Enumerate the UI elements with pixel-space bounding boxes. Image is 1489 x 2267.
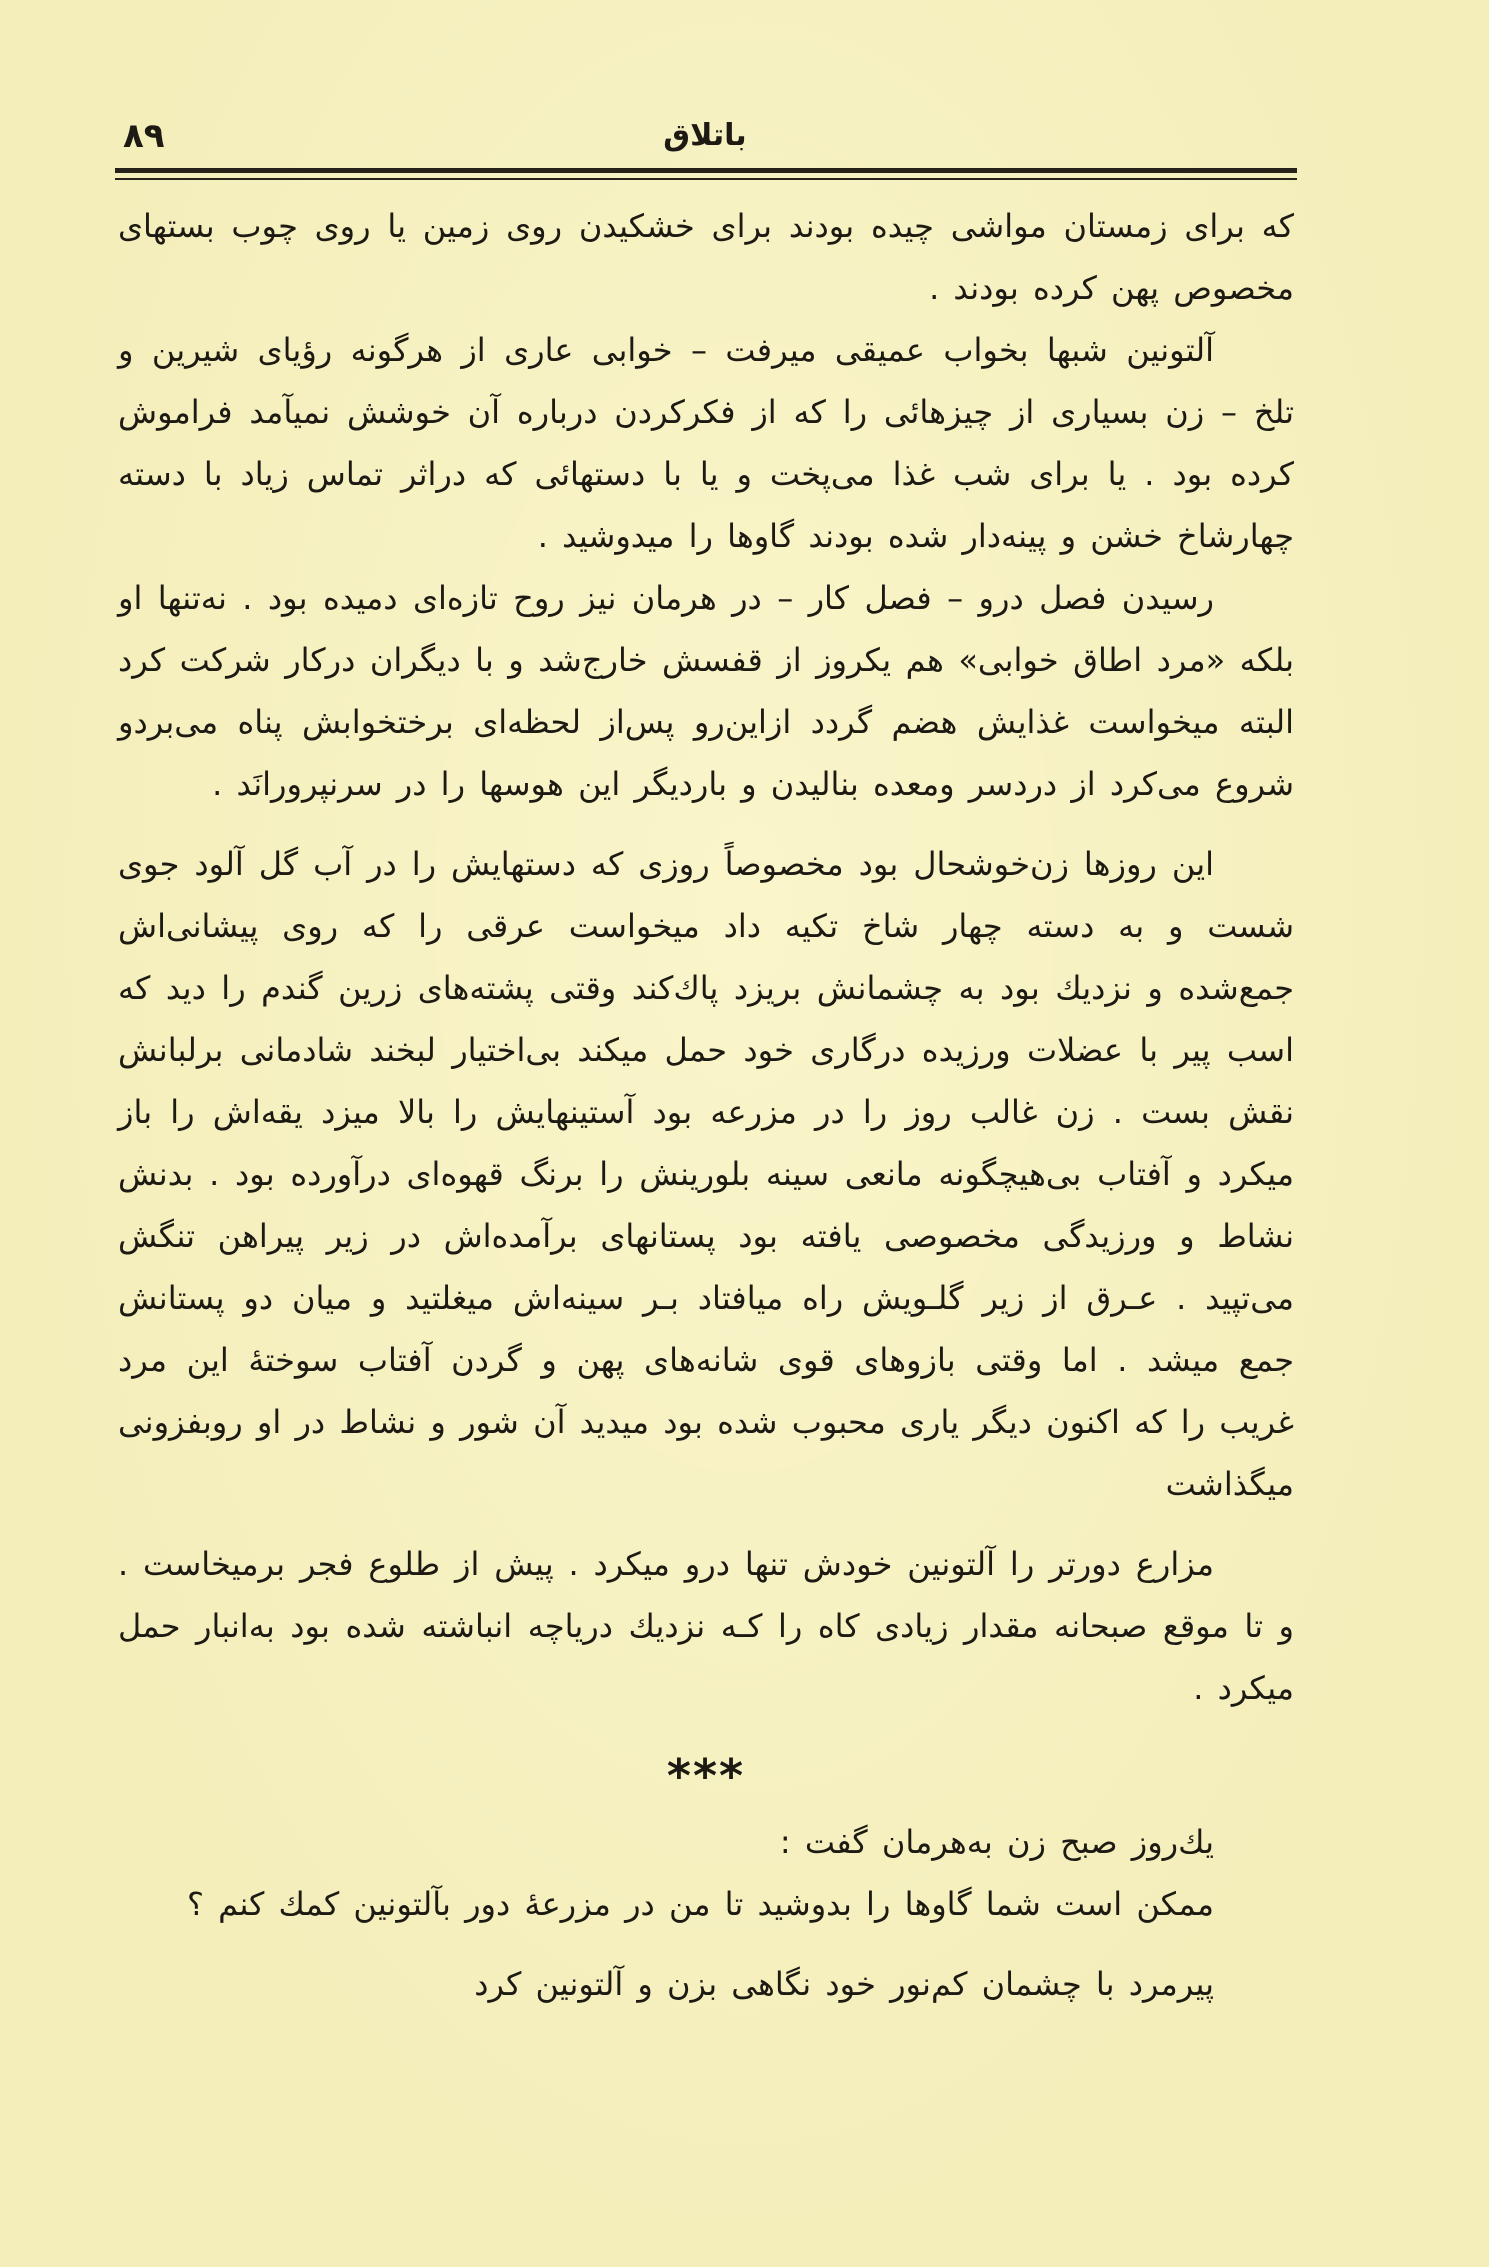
dialog-line-2: ممکن است شما گاوها را بدوشید تا من در مزرعهٔ دور بآلتونین کمك کنم ؟ [187,1885,1214,1923]
dialog-line-1: یك‌روز صبح زن به‌هرمان گفت : [779,1823,1214,1861]
paragraph-2: آلتونین شبها بخواب عمیقی میرفت – خوابی عاری از هرگونه رؤیای شیرین و تلخ – زن بسیاری از چیزهائی را که از فکرکردن درباره آن خوشش نمیآمد فراموش کرده بود . یا برای شب غذا می‌پخت و یا با دستهائی که دراثر تماس زیاد با دسته چهارشاخ خشن و پینه‌دار شده بودند گاوها را میدوشید . [118,331,1294,555]
section-separator: *** [666,1749,746,1803]
paragraph-1: که برای زمستان مواشی چیده بودند برای خشکیدن روی زمین یا روی چوب بستهای مخصوص پهن کرده بودند . [118,207,1294,307]
page-number: ۸۹ [123,116,165,156]
header-rule-thin [115,178,1297,180]
running-title: باتلاق [663,118,747,153]
body-text [118,195,1294,2015]
dialog-line-3: پیرمرد با چشمان کم‌نور خود نگاهی بزن و آلتونین کرد [474,1965,1214,2003]
paragraph-5: مزارع دورتر را آلتونین خودش تنها درو میکرد . پیش از طلوع فجر برمیخاست . و تا موقع صبحانه مقدار زیادی کاه را کـه نزدیك دریاچه انباشته شده بود به‌انبار حمل میکرد . [118,1545,1294,1707]
paragraph-4: این روزها زن‌خوشحال بود مخصوصاً روزی که دستهایش را در آب گل آلود جوی شست و به دسته چهار شاخ تکیه داد میخواست عرقی را که روی پیشانی‌اش جمع‌شده و نزدیك بود به چشمانش بریزد پاك‌کند وقتی پشته‌های زرین گندم را دید که اسب پیر با عضلات ورزیده درگاری خود حمل میکند بی‌اختیار لبخند شادمانی برلبانش نقش بست . زن غالب روز را در مزرعه بود آستینهایش را بالا میزد یقه‌اش را باز میکرد و آفتاب بی‌هیچگونه مانعی سینه بلورینش را برنگ قهوه‌ای درآورده بود . بدنش نشاط و ورزیدگی مخصوصی یافته بود پستانهای برآمده‌اش در زیر پیراهن تنگش می‌تپید . عـرق از زیر گلـویش راه میافتاد بـر سینه‌اش میغلتید و میان دو پستانش جمع میشد . اما وقتی بازوهای قوی شانه‌های پهن و گردن آفتاب سوختهٔ این مرد غریب را که اکنون دیگر یاری محبوب شده بود میدید آن شور و نشاط در او روبفزونی میگذاشت [118,845,1294,1503]
page-header [115,112,1295,162]
header-rule-thick [115,168,1297,173]
paragraph-3: رسیدن فصل درو – فصل کار – در هرمان نیز روح تازه‌ای دمیده بود . نه‌تنها او بلکه «مرد اطاق خوابی» هم یکروز از قفسش خارج‌شد و با دیگران درکار شرکت کرد البته میخواست غذایش هضم گردد ازاین‌رو پس‌از لحظه‌ای برختخوابش پناه می‌بردو شروع می‌کرد از دردسر ومعده بنالیدن و باردیگر این هوسها را در سرنپرورانَد . [118,579,1294,803]
